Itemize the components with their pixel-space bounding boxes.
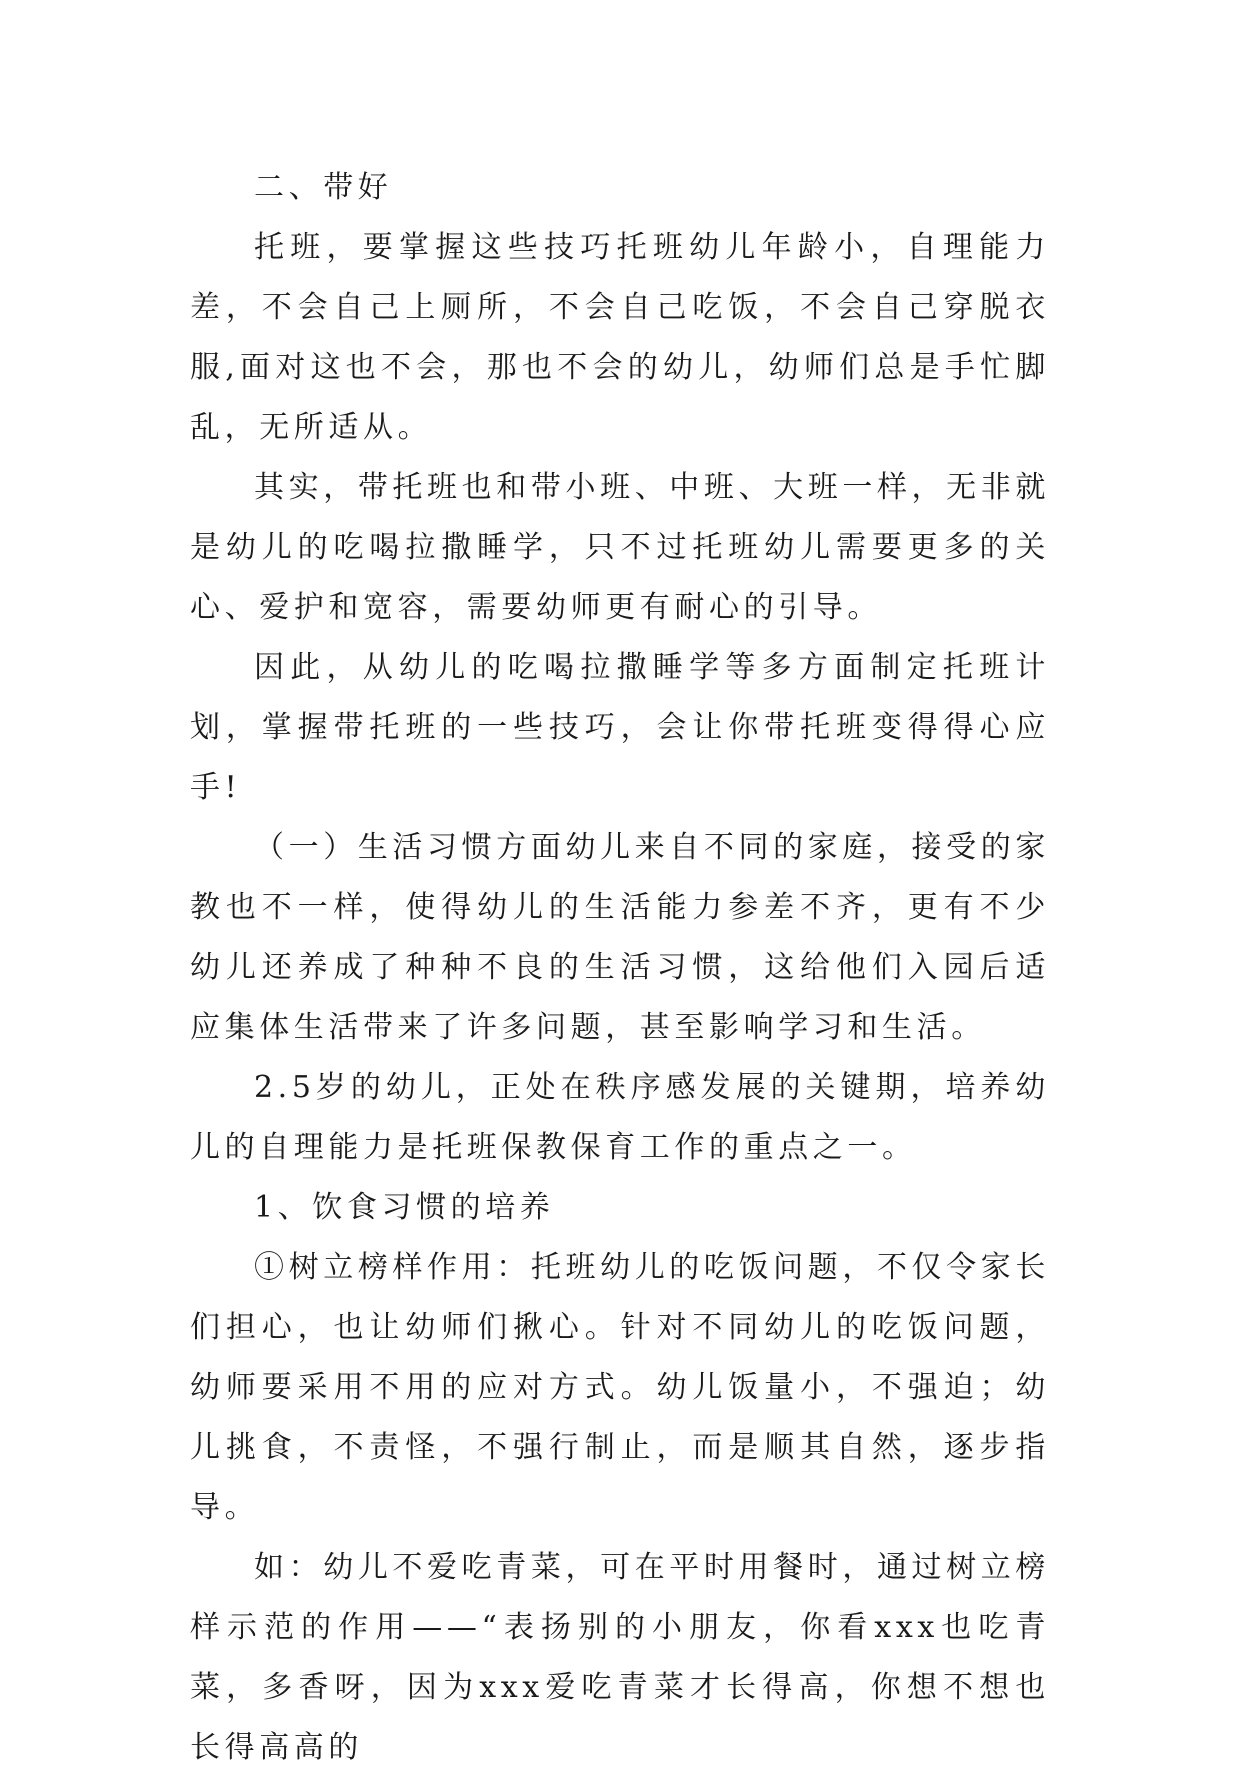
section-heading: 二、带好 [254,170,393,205]
subsection-heading: 1、饮食习惯的培养 [254,1190,555,1225]
paragraph: （一）生活习惯方面幼儿来自不同的家庭，接受的家教也不一样，使得幼儿的生活能力参差不齐，更有不少幼儿还养成了种种不良的生活习惯，这给他们入园后适应集体生活带来了许多问题，甚至影响学习和生活。 [190,830,1050,1045]
paragraph: 因此，从幼儿的吃喝拉撒睡学等多方面制定托班计划，掌握带托班的一些技巧，会让你带托班变得得心应手! [190,650,1050,805]
paragraph: 如：幼儿不爱吃青菜，可在平时用餐时，通过树立榜样示范的作用——“表扬别的小朋友，你看xxx也吃青菜，多香呀，因为xxx爱吃青菜才长得高，你想不想也长得高高的 [190,1550,1050,1765]
paragraph: 托班，要掌握这些技巧托班幼儿年龄小，自理能力差，不会自己上厕所，不会自己吃饭，不会自己穿脱衣服,面对这也不会，那也不会的幼儿，幼师们总是手忙脚乱，无所适从。 [190,230,1050,445]
document-body [190,158,1050,1778]
paragraph: ①树立榜样作用：托班幼儿的吃饭问题，不仅令家长们担心，也让幼师们揪心。针对不同幼儿的吃饭问题，幼师要采用不用的应对方式。幼儿饭量小，不强迫；幼儿挑食，不责怪，不强行制止，而是顺其自然，逐步指导。 [190,1250,1050,1525]
paragraph: 2.5岁的幼儿，正处在秩序感发展的关键期，培养幼儿的自理能力是托班保教保育工作的重点之一。 [190,1070,1050,1165]
paragraph: 其实，带托班也和带小班、中班、大班一样，无非就是幼儿的吃喝拉撒睡学，只不过托班幼儿需要更多的关心、爱护和宽容，需要幼师更有耐心的引导。 [190,470,1050,625]
